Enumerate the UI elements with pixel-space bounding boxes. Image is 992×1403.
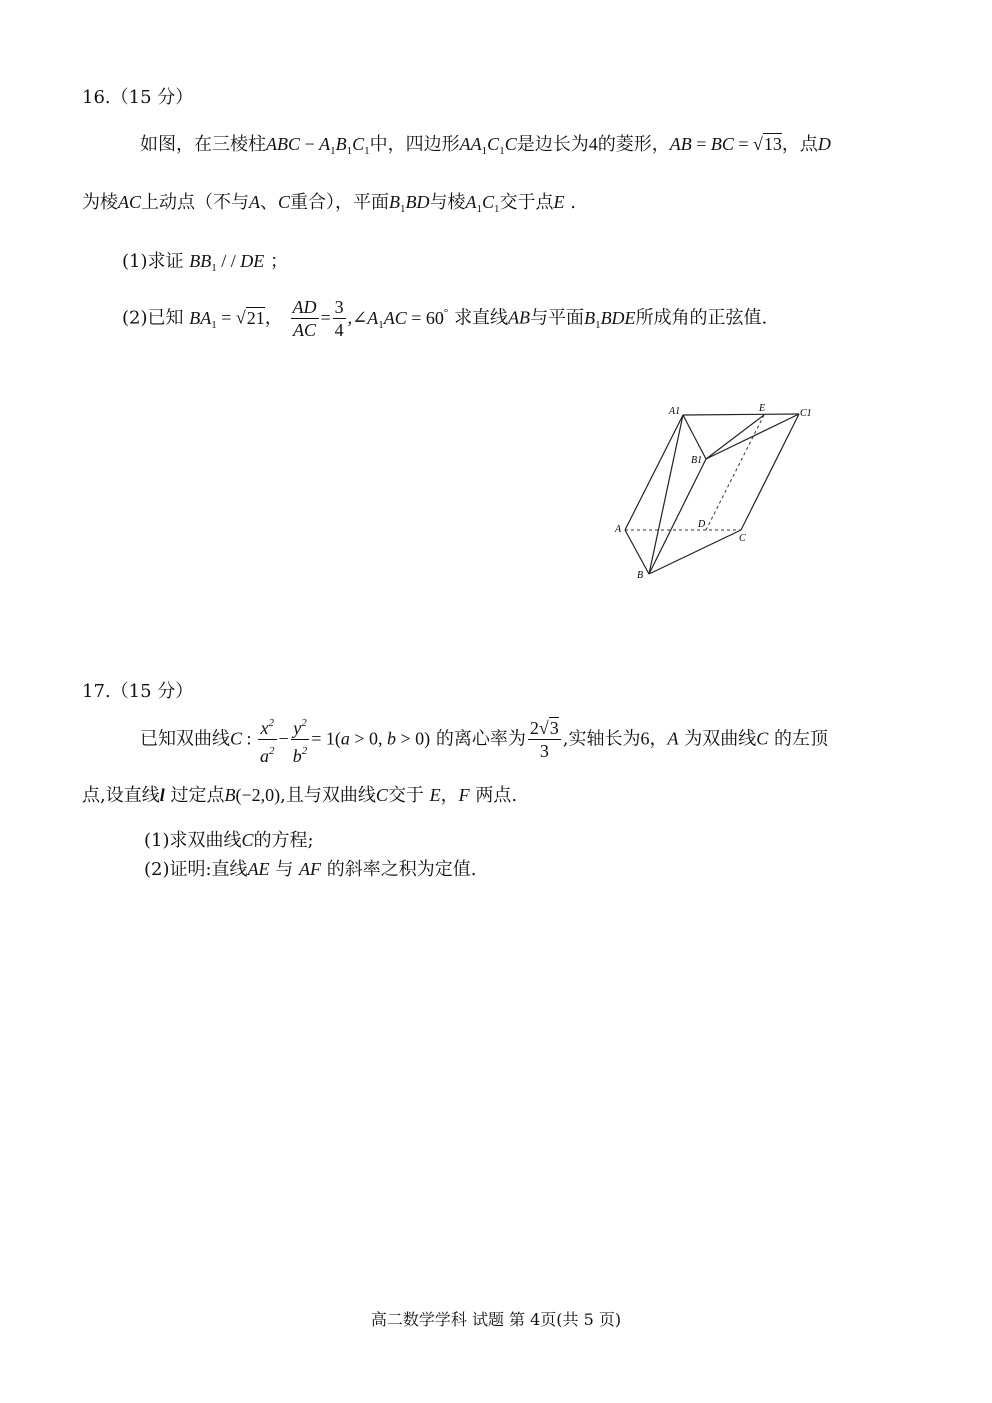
segment-a1-b [649,415,683,574]
label-a: A [615,524,622,535]
edge-c1-c [741,414,799,530]
segment-e-d-hidden [706,415,764,530]
page-footer: 高二数学学科 试题 第 4页(共 5 页) [370,1310,622,1329]
q17-header: 17.（15 分） [82,681,194,702]
q17-intro-line2: 点,设直线l 过定点B(−2,0),且与双曲线C交于 E，F 两点. [82,785,518,806]
q17-intro-line1: 已知双曲线C : $\frac{x^2}{a^2}$ − $\frac{y^2}{b^2}$ = 1(a > 0, b > 0) 的离心率为 $\frac{2√3}{3}$ ,实轴长为6，A 为双曲线C 的左顶 [140,712,828,767]
edge-a1-b1 [683,415,706,459]
q16-header: 16.（15 分） [82,87,194,108]
edge-b-c [649,530,741,574]
label-d: D [698,519,706,530]
label-b1: B1 [691,455,703,466]
edge-a1-a [625,415,683,530]
label-b: B [637,570,644,581]
label-e: E [759,403,766,414]
q16-intro-line1: 如图，在三棱柱ABC − $A_1B_1C_1$中，四边形$AA_1C_1C$是边长为4的菱形，AB = BC = √13，点D [140,134,831,157]
edge-b1-c1 [706,414,799,459]
q17-part2: (2)证明:直线AE 与 AF 的斜率之积为定值. [144,859,477,880]
label-c: C [739,533,746,544]
q16-intro-line2: 为棱AC上动点（不与A、C重合），平面$B_1BD$与棱$A_1C_1$交于点E . [82,192,576,215]
edge-a1-c1 [683,414,799,415]
edge-b1-b [649,459,706,574]
q16-part1: (1)求证 $BB_1$ / / DE ； [122,251,288,274]
label-a1: A1 [669,406,681,417]
q17-part1: (1)求双曲线C的方程; [144,830,314,851]
q16-part2: (2)已知 $BA_1 = √21$， $\frac{AD}{AC}$ = $\frac{3}{4}$ $,\angle A_1AC = 60^\circ$ 求直线AB与平面$B_1BDE$所成角的正弦值. [122,297,768,340]
edge-a-b [625,530,649,574]
segment-b1-e [706,415,764,459]
label-c1: C1 [800,408,812,419]
prism-figure [610,398,840,588]
